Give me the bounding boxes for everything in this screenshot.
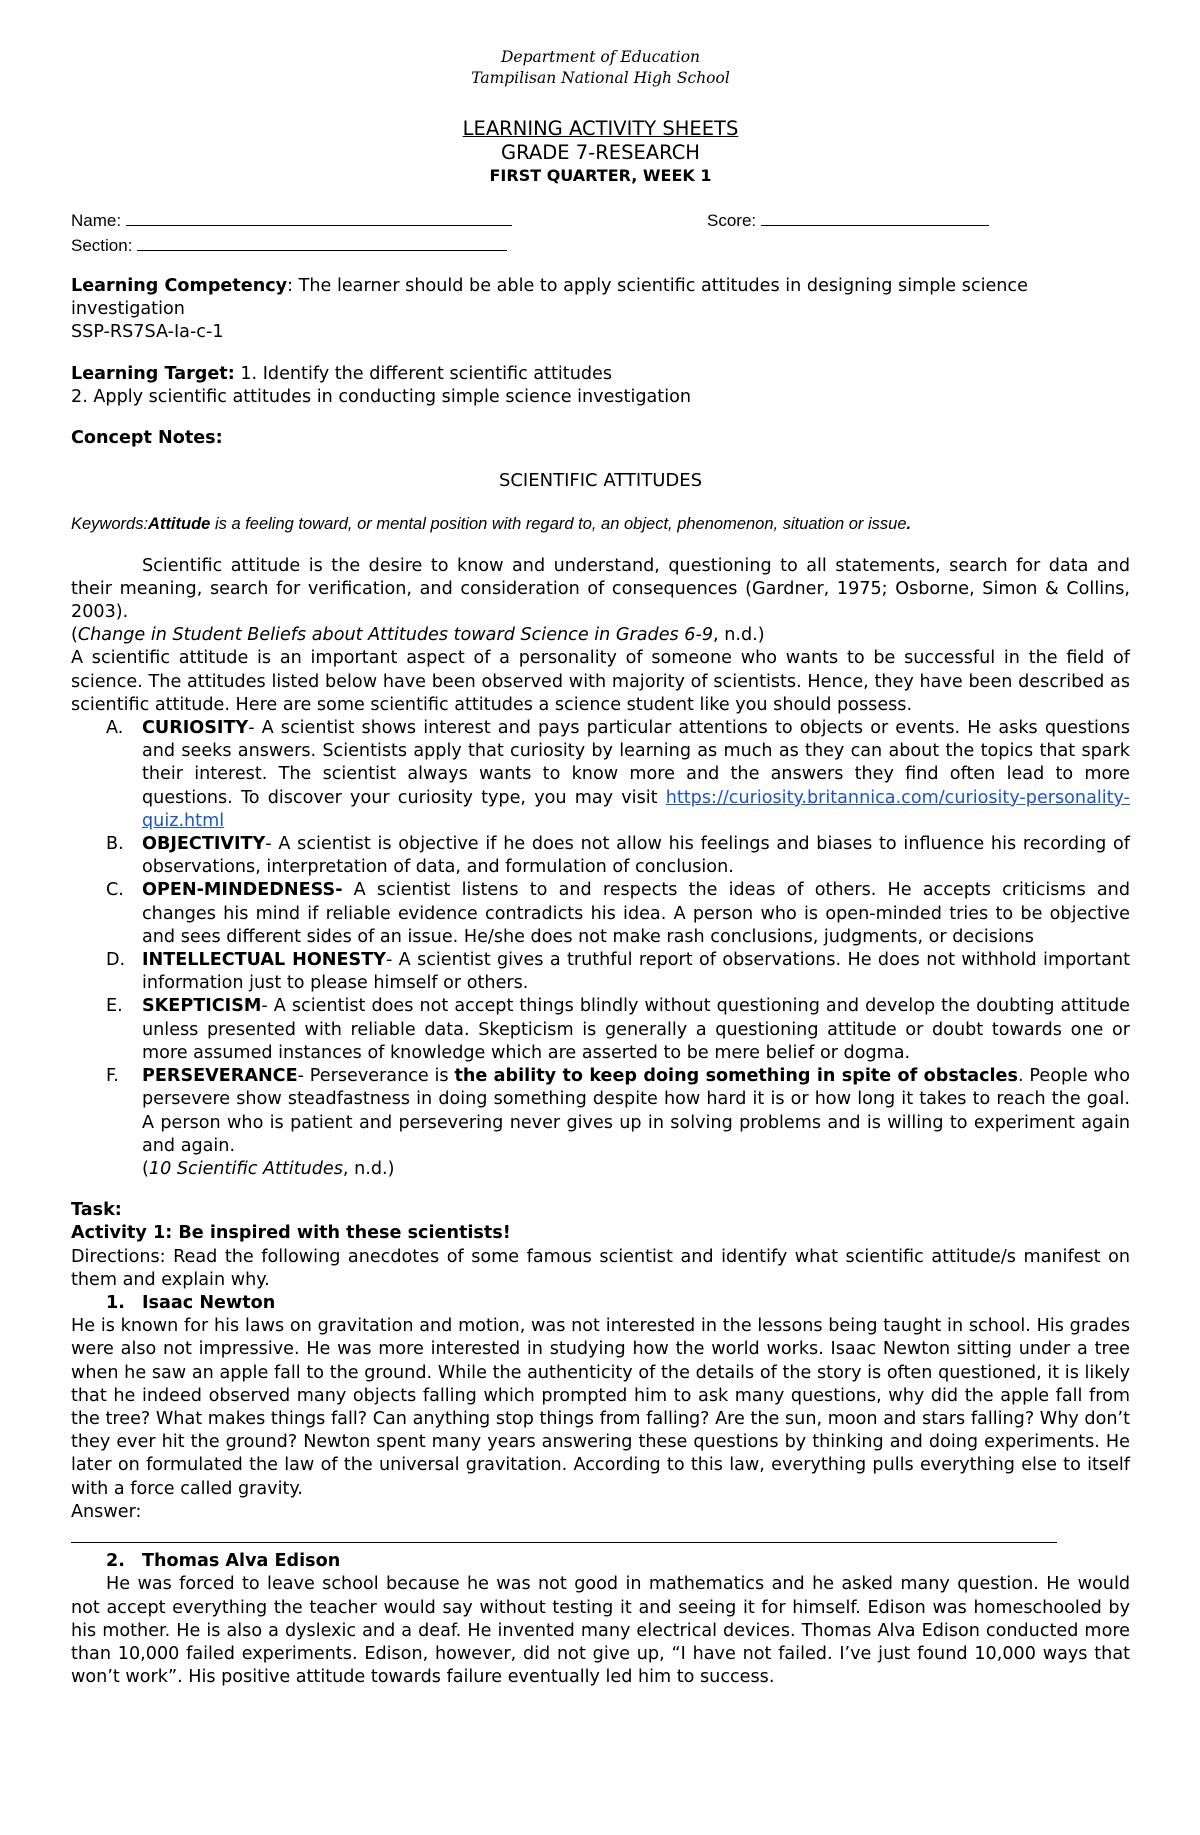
section-label: Section: (71, 236, 133, 255)
competency-text: : The learner should be able to apply scientific attitudes in designing simple science investigation (71, 276, 1028, 320)
curiosity-quiz-link[interactable]: https://curiosity.britannica.com/curiosity-personality-quiz.html (142, 787, 1130, 831)
attitude-text: - Perseverance is (297, 1066, 455, 1087)
department-header: Department of Education (500, 48, 701, 66)
keyword-end: . (906, 515, 912, 534)
attitude-name: PERSEVERANCE (142, 1066, 298, 1087)
attitude-item (71, 879, 1130, 949)
attitude-text: A scientist listens to and respects the ideas of others. He accepts criticisms and changes his mind if reliable evidence contradicts his idea. A person who is open-minded tries to be objective and sees different sides of an issue. He/she does not make rash conclusions, judgments, or decisions (142, 880, 1130, 947)
activity-title: Activity 1: Be inspired with these scientists! (71, 1223, 511, 1244)
attitude-marker: D. (106, 950, 126, 971)
attitude-marker: A. (106, 718, 124, 739)
attitude-item (71, 833, 1130, 879)
scientist-name: Isaac Newton (142, 1292, 276, 1313)
attitude-name: OBJECTIVITY (142, 834, 266, 855)
keyword-term: Attitude (148, 515, 211, 534)
worksheet-page (71, 47, 1130, 1689)
attitude-marker: C. (106, 880, 124, 901)
intro-paragraph-1: Scientific attitude is the desire to know and understand, questioning to all statements, search for data and their meaning, search for verification, and consideration of consequences (Gardner, 1975; Osborne, Simon & Collins, 2003). (71, 555, 1130, 623)
intro-citation (71, 624, 1130, 647)
scientist-anecdote: He was forced to leave school because he was not good in mathematics and he asked many question. He would not accept everything the teacher would say without testing it and seeing it for himself. Edison was homeschooled by his mother. He is also a dyslexic and a deaf. He invented many electrical devices. Thomas Alva Edison conducted more than 10,000 failed experiments. Edison, however, did not give up, “I have not failed. I’ve just found 10,000 ways that won’t work”. His positive attitude towards failure eventually led him to success. (71, 1574, 1130, 1688)
score-field[interactable] (707, 207, 989, 234)
attitude-emphasis: the ability to keep doing something in spite of obstacles (454, 1066, 1018, 1087)
cite-close: , n.d.) (342, 1158, 395, 1179)
scientist-marker: 1. (106, 1292, 125, 1313)
attitude-item (71, 1065, 1130, 1181)
cite-open: ( (71, 625, 78, 646)
scientist-heading (71, 1550, 1130, 1573)
student-fields (71, 207, 1130, 259)
section-blank[interactable] (137, 232, 507, 251)
attitude-text: - A scientist is objective if he does not allow his feelings and biases to influence his recording of observations, interpretation of data, and formulation of conclusion. (142, 834, 1130, 878)
attitude-marker: B. (106, 834, 124, 855)
scientist-name: Thomas Alva Edison (142, 1551, 341, 1572)
attitude-name: SKEPTICISM (142, 996, 262, 1017)
sheet-title: LEARNING ACTIVITY SHEETS (462, 117, 739, 140)
answer-field[interactable] (71, 1501, 1130, 1550)
attitude-name: INTELLECTUAL HONESTY (142, 950, 386, 971)
section-heading: SCIENTIFIC ATTITUDES (498, 470, 703, 492)
keywords-label: Keywords: (71, 515, 149, 534)
name-label: Name: (71, 211, 122, 230)
cite-title: Change in Student Beliefs about Attitudes toward Science in Grades 6-9 (77, 625, 714, 646)
attitude-item (71, 949, 1130, 995)
quarter-title: FIRST QUARTER, WEEK 1 (489, 166, 712, 185)
attitude-text: - A scientist does not accept things blindly without questioning and develop the doubting attitude unless presented with reliable data. Skepticism is generally a questioning attitude or doubt towards one or more assumed instances of knowledge which are asserted to be mere belief or dogma. (142, 996, 1130, 1063)
keywords (71, 513, 1130, 536)
keyword-definition: is a feeling toward, or mental position with regard to, an object, phenomenon, situation or issue (210, 515, 907, 534)
answer-blank[interactable] (71, 1524, 1057, 1543)
intro-paragraph-2: A scientific attitude is an important aspect of a personality of someone who wants to be successful in the field of science. The attitudes listed below have been observed with majority of scientists. Hence, they have been described as scientific attitude. Here are some scientific attitudes a science student like you should possess. (71, 648, 1130, 715)
learning-competency (71, 275, 1130, 321)
name-blank[interactable] (126, 207, 512, 226)
score-blank[interactable] (761, 207, 989, 226)
cite-open: ( (142, 1158, 149, 1179)
attitude-text: - A scientist shows interest and pays particular attentions to objects or events. He asks questions and seeks answers. Scientists apply that curiosity by learning as much as they can about the topics that spark their interest. The scientist always wants to know more and the answers they find often lead to more questions. To discover your curiosity type, you may visit (142, 718, 1130, 808)
attitude-text: - A scientist gives a truthful report of observations. He does not withhold important information just to please himself or others. (142, 950, 1130, 994)
directions: Directions: Read the following anecdotes of some famous scientist and identify what scientific attitude/s manifest on them and explain why. (71, 1246, 1130, 1290)
attitude-marker: E. (106, 996, 123, 1017)
name-field[interactable] (71, 207, 512, 234)
section-field[interactable] (71, 232, 507, 259)
attitude-marker: F. (106, 1066, 119, 1087)
answer-label: Answer: (71, 1501, 142, 1522)
competency-label: Learning Competency (71, 276, 288, 296)
attitude-text-2: . People who persevere show steadfastness in doing something despite how hard it is or how long it takes to reach the goal. A person who is patient and persevering never gives up in solving problems and is willing to experiment again and again. (142, 1066, 1130, 1156)
cite-title: 10 Scientific Attitudes (148, 1158, 343, 1179)
scientist-marker: 2. (106, 1551, 125, 1572)
concept-notes-label: Concept Notes: (71, 428, 223, 449)
attitudes-list (71, 717, 1130, 1181)
attitude-name: OPEN-MINDEDNESS- (142, 880, 343, 901)
score-label: Score: (707, 211, 757, 230)
scientist-anecdote: He is known for his laws on gravitation and motion, was not interested in the lessons being taught in school. His grades were also not impressive. He was more interested in studying how the world works. Isaac Newton sitting under a tree when he saw an apple fall to the ground. While the authenticity of the details of the story is often questioned, it is likely that he indeed observed many objects falling which prompted him to ask many questions, why did the apple fall from the tree? What makes things fall? Can anything stop things from falling? Are the sun, moon and stars falling? Why don’t they ever hit the ground? Newton spent many years answering these questions by thinking and doing experiments. He later on formulated the law of the universal gravitation. According to this law, everything pulls everything else to itself with a force called gravity. (71, 1316, 1130, 1499)
learning-target (71, 363, 1130, 386)
scientist-heading (71, 1292, 1130, 1315)
grade-title: GRADE 7-RESEARCH (501, 141, 700, 164)
school-header: Tampilisan National High School (471, 69, 730, 87)
attitude-name: CURIOSITY (142, 718, 249, 739)
cite-close: , n.d.) (713, 625, 765, 646)
attitude-item (71, 717, 1130, 833)
attitude-item (71, 995, 1130, 1065)
target-label: Learning Target: (71, 363, 235, 384)
target-line-2: 2. Apply scientific attitudes in conducting simple science investigation (71, 386, 691, 407)
target-line-1: 1. Identify the different scientific attitudes (234, 363, 613, 384)
competency-code: SSP-RS7SA-Ia-c-1 (71, 322, 224, 343)
task-label: Task: (71, 1200, 122, 1221)
